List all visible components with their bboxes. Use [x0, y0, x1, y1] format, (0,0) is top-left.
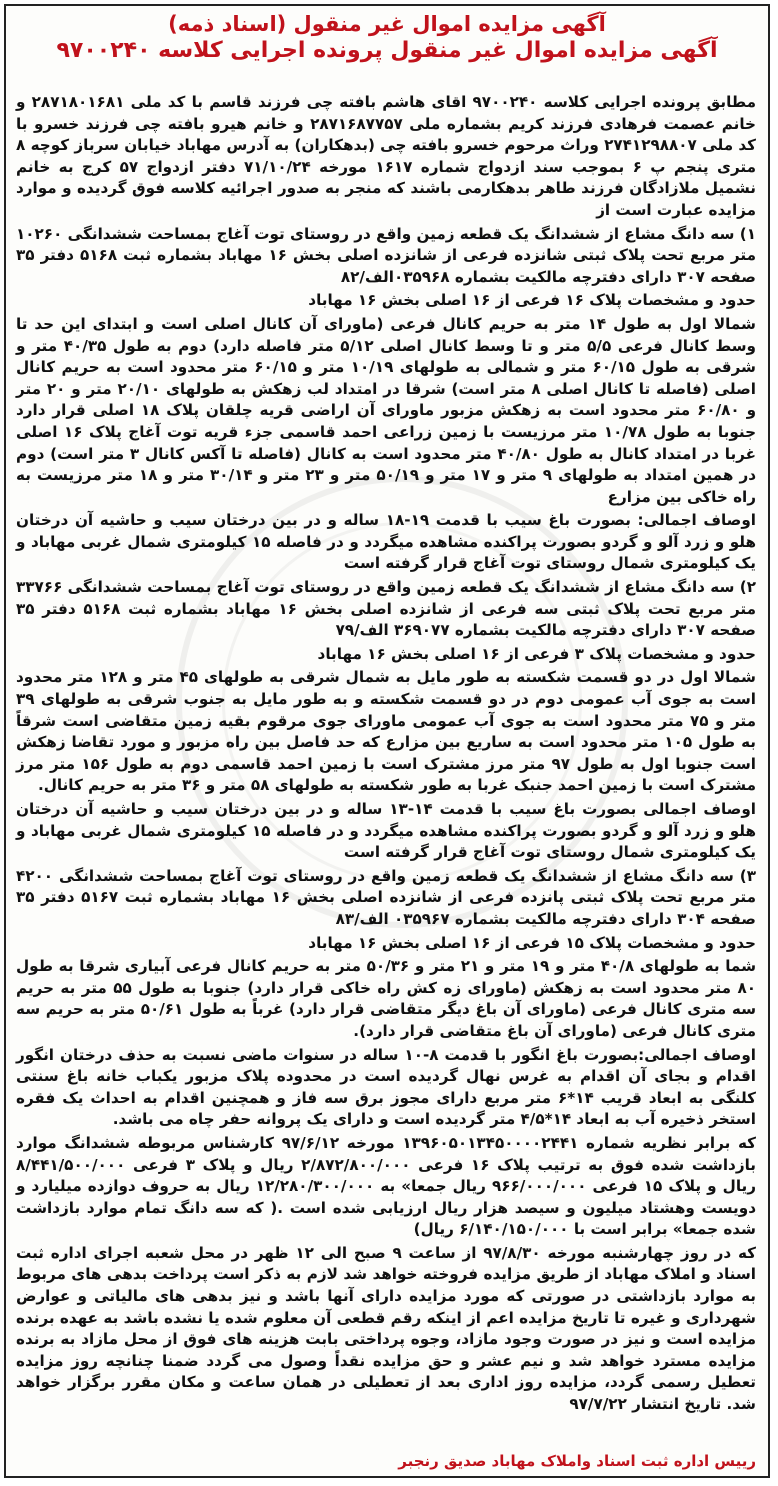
item-2: ۲) سه دانگ مشاع از ششدانگ یک قطعه زمین واقع در روستای توت آغاج بمساحت ششدانگی ۳۳۷۶۶ متر مربع تحت پلاک ثبتی سه فرعی از شانزده اصلی بخش ۱۶ مهاباد بشماره ثبت ۵۱۶۸ دفتر ۳۵ صفحه ۳۰۷ دارای دفترچه مالکیت بشماره ۳۶۹۰۷۷ الف/۷۹ — [16, 578, 756, 640]
item-1-bounds: شمالا اول به طول ۱۴ متر به حریم کانال فرعی (ماورای آن کانال اصلی است و ابتدای این حد تا وسط کانال فرعی ۵/۵ متر و تا وسط کانال اصلی ۵/۱۲ متر فاصله دارد) دوم به طول ۴۰/۳۵ متر و شرقی به طول ۶۰/۱۵ متر و شمالی به طولهای ۱۰/۱۹ متر و ۶۰/۱۵ متر محدود است به حریم کانال اصلی (فاصله تا کانال اصلی ۸ متر است) شرقا در امتداد لب زهکش به طولهای ۲۰/۱۰ متر و ۲۰ متر و ۶۰/۸۰ متر محدود است به زهکش مزبور ماورای آن اراضی قریه چلقان پلاک ۱۸ اصلی قرار دارد جنوبا به طول ۱۰/۷۸ متر مرزیست با زمین زراعی احمد قاسمی جزء قریه توت آغاج پلاک ۱۶ اصلی غربا در امتداد کانال به طول ۴۰/۸۰ متر محدود است به کانال (فاصله تا آکس کانال ۳ متر است) دوم در همین امتداد به طولهای ۹ متر و ۱۷ متر و ۵۰/۱۹ متر و ۲۳ متر و ۳۰/۱۴ متر و ۱۸ متر مرزیست به راه خاکی بین مزارع — [16, 314, 757, 506]
item-3-description: اوصاف اجمالی:بصورت باغ انگور با قدمت ۸-۱۰ ساله در سنوات ماضی نسبت به حذف درختان انگور اقدام و بجای آن اقدام به غرس نهال گردیده است در محدوده پلاک مزبور یکباب خانه باغ سنتی کلنگی به ابعاد قریب ۱۴*۶ متر مربع دارای مجوز برق سه فاز و همچنین اقدام به احداث یک فقره استخر ذخیره آب به ابعاد ۱۴*۴/۵ متر گردیده است و دارای یک پروانه حفر چاه می باشد. — [16, 1045, 756, 1129]
notice-body — [16, 92, 756, 1418]
item-1: ۱) سه دانگ مشاع از ششدانگ یک قطعه زمین واقع در روستای توت آغاج بمساحت ششدانگی ۱۰۲۶۰ متر مربع تحت پلاک ثبتی شانزده فرعی از شانزده اصلی بخش ۱۶ مهاباد بشماره ثبت ۵۱۶۸ دفتر ۳۵ صفحه ۳۰۷ دارای دفترچه مالکیت بشماره ۰۳۵۹۶۸الف/۸۲ — [16, 224, 756, 286]
notice-subtitle: آگهی مزایده اموال غیر منقول پرونده اجرایی کلاسه ۹۷۰۰۲۴۰ — [56, 38, 718, 63]
intro-paragraph: مطابق پرونده اجرایی کلاسه ۹۷۰۰۲۴۰ اقای هاشم بافته چی فرزند قاسم با کد ملی ۲۸۷۱۸۰۱۶۸۱ و خانم عصمت فرهادی فرزند کریم بشماره ملی ۲۸۷۱۶۸۷۷۵۷ و خانم هیرو بافته چی فرزند خسرو با کد ملی ۲۷۴۱۲۹۸۸۰۷ وراث مرحوم خسرو بافته چی (بدهکاران) به آدرس مهاباد خیابان سرباز کوچه ۸ متری پنجم پ ۶ بموجب سند ازدواج شماره ۱۶۱۷ مورخه ۷۱/۱۰/۲۴ دفتر ازدواج ۵۷ کرج به خانم نشمیل ملازادگان فرزند طاهر بدهکارمی باشند که منجر به صدور اجرائیه کلاسه فوق گردیده و موارد مزایده عبارت است از — [16, 93, 756, 219]
item-2-bounds: شمالا اول در دو قسمت شکسته به طور مایل به شمال شرقی به طولهای ۴۵ متر و ۱۲۸ متر محدود است به جوی آب عمومی دوم در دو قسمت شکسته و به طور مایل به جنوب شرقی به طولهای ۳۹ متر و ۷۵ متر محدود است به جوی آب عمومی ماورای جوی مرقوم بقیه زمین متقاضی است شرقاً به طول ۱۰۵ متر محدود است به ساریع بین مزارع که حد فاصل بین راه مزبور و مورد تقاضا زهکش است جنوبا اول به طول ۹۷ متر مرز مشترک است با زمین احمد قاسمی دوم به طول ۱۵۶ متر مرز مشترک است با زمین احمد جنبک غربا به طور شکسته به طولهای ۵۸ متر و ۳۶ متر به حریم کانال. — [16, 668, 756, 795]
item-3-bounds: شما به طولهای ۴۰/۸ متر و ۱۹ متر و ۲۱ متر و ۵۰/۳۶ متر به حریم کانال فرعی آبیاری شرقا به طول ۸۰ متر محدود است به زهکش (ماورای زه کش راه خاکی قرار دارد) جنوبا به طول ۵۵ متر به حریم سه متری کانال فرعی (ماورای آن باغ دیگر متقاضی قرار دارد) غرباً به طول ۵۰/۶۱ متر به حریم سه متری کانال فرعی (ماورای آن باغ متقاضی قرار دارد). — [16, 957, 757, 1040]
notice-frame — [4, 4, 770, 1478]
notice-title: آگهی مزایده اموال غیر منقول (اسناد ذمه) — [168, 12, 606, 36]
item-2-bounds-title: حدود و مشخصات پلاک ۳ فرعی از ۱۶ اصلی بخش ۱۶ مهاباد — [317, 644, 756, 663]
item-1-description: اوصاف اجمالی: بصورت باغ سیب با قدمت ۱۹-۱۸ ساله و در بین درختان سیب و حاشیه آن درختان هلو و زرد آلو و گردو بصورت پراکنده مشاهده میگردد و در فاصله ۱۵ کیلومتری شمال غربی مهاباد و یک کیلومتری شمال روستای توت آغاج قرار گرفته است — [16, 511, 757, 573]
signature-line: رییس اداره ثبت اسناد واملاک مهاباد صدیق رنجبر — [398, 1452, 756, 1470]
item-3: ۳) سه دانگ مشاع از ششدانگ یک قطعه زمین واقع در روستای توت آغاج بمساحت ششدانگی ۴۲۰۰ متر مربع تحت پلاک ثبتی پانزده فرعی از شانزده اصلی بخش ۱۶ مهاباد بشماره ثبت ۵۱۶۷ دفتر ۳۵ صفحه ۳۰۴ دارای دفترچه مالکیت بشماره ۰۳۵۹۶۷ الف/۸۳ — [16, 866, 756, 928]
item-2-description: اوصاف اجمالی بصورت باغ سیب با قدمت ۱۴-۱۳ ساله و در بین درختان سیب و حاشیه آن درختان هلو و زرد آلو و گردو بصورت پراکنده مشاهده میگردد و در فاصله ۱۵ کیلومتری شمال غربی مهاباد و یک کیلومتری شمال روستای توت آغاج قرار گرفته است — [16, 800, 757, 862]
item-3-bounds-title: حدود و مشخصات پلاک ۱۵ فرعی از ۱۶ اصلی بخش ۱۶ مهاباد — [308, 933, 756, 952]
auction-paragraph: که در روز چهارشنبه مورخه ۹۷/۸/۳۰ از ساعت ۹ صبح الی ۱۲ ظهر در محل شعبه اجرای اداره ثبت اسناد و املاک مهاباد از طریق مزایده فروخته خواهد شد لازم به ذکر است پرداخت بدهی های مربوط به موارد بازداشتی در صورتی که مورد مزایده دارای آنها باشد و نیز بدهی های مالیاتی و عوارض شهرداری و غیره تا تاریخ مزایده اعم از اینکه رقم قطعی آن معلوم شده یا نشده باشد به عهده برنده مزایده است و نیز در صورت وجود مازاد، وجوه پرداختی بابت هزینه های فوق از محل مازاد به برنده مزایده مسترد خواهد شد و نیم عشر و حق مزایده نقداً وصول می گردد ضمنا چنانچه روز مزایده تعطیل رسمی گردد، مزایده روز اداری بعد از تعطیلی در همان ساعت و مکان مقرر برگزار خواهد شد. تاریخ انتشار ۹۷/۷/۲۲ — [16, 1243, 756, 1414]
valuation-paragraph: که برابر نظریه شماره ۱۳۹۶۰۵۰۱۳۴۵۰۰۰۰۲۴۴۱ مورخه ۹۷/۶/۱۲ کارشناس مربوطه ششدانگ موارد بازداشت شده فوق به ترتیب پلاک ۱۶ فرعی ۲/۸۷۲/۸۰۰/۰۰۰ ریال و پلاک ۳ فرعی ۸/۴۴۱/۵۰۰/۰۰۰ ریال و پلاک ۱۵ فرعی ۹۶۶/۰۰۰/۰۰۰ ریال جمعا» به ۱۲/۲۸۰/۳۰۰/۰۰۰ ریال به حروف دوازده میلیارد و دویست وهشتاد میلیون و سیصد هزار ریال ارزیابی شده است .( که سه دانگ تمام موارد بازداشت شده جمعا» برابر است با ۶/۱۴۰/۱۵۰/۰۰۰ ریال) — [16, 1133, 757, 1239]
item-1-bounds-title: حدود و مشخصات پلاک ۱۶ فرعی از ۱۶ اصلی بخش ۱۶ مهاباد — [308, 291, 756, 310]
